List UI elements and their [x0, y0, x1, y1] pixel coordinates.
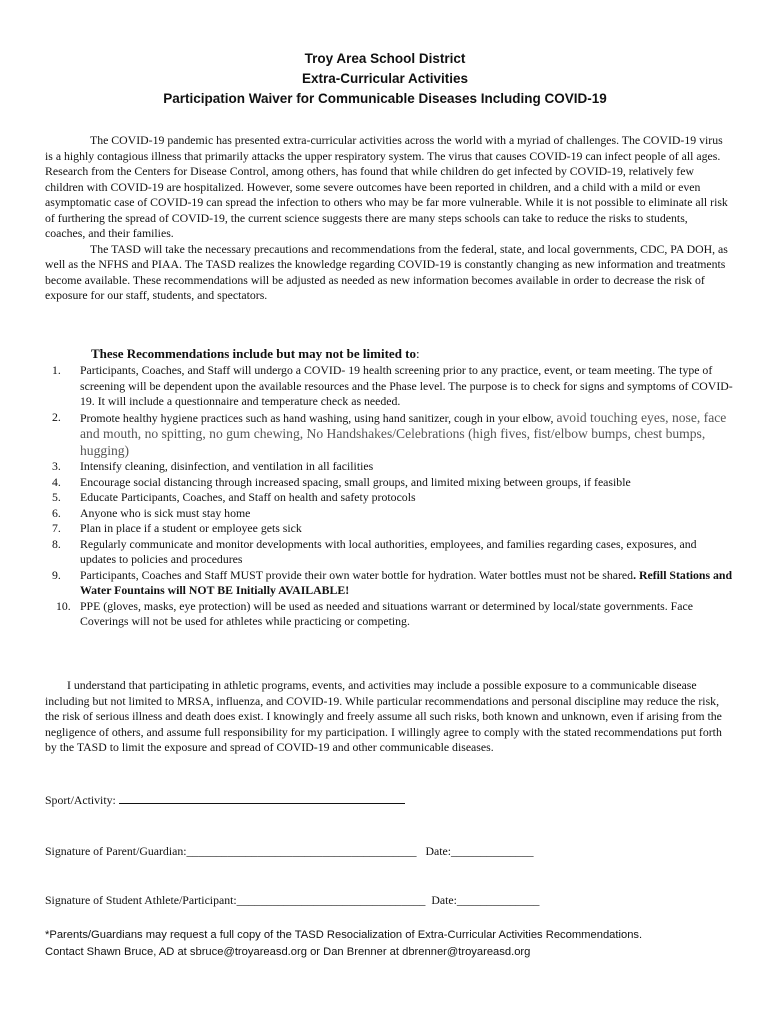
- intro-paragraph-1: The COVID-19 pandemic has presented extra-curricular activities across the world with a myriad of challenges. The COVID-19 virus is a highly contagious illness that primarily attacks the upper respiratory system. The virus that causes COVID-19 can infect people of all ages. Research from the Centers for Disease Control, among others, has found that while children do get infected by COVID-19, relatively few children with COVID-19 are hospitalized. However, some severe outcomes have been reported in children, and a child with a mild or even asymptomatic case of COVID-19 can spread the infection to others who may be far more vulnerable. While it is not possible to eliminate all risk of furthering the spread of COVID-19, the current science suggests there are many steps schools can take to reduce the risks to students, coaches, and their families.: [45, 133, 728, 240]
- list-item: 5. Educate Participants, Coaches, and Staff on health and safety protocols: [52, 490, 416, 504]
- sport-activity-field: [45, 792, 405, 808]
- acknowledgement-paragraph: I understand that participating in athletic programs, events, and activities may include a possible exposure to a communicable disease including but not limited to MRSA, influenza, and COVID-19. While particular recommendations and personal discipline may reduce the risk, the risk of serious illness and death does exist. I knowingly and freely assume all such risks, both known and unknown, even if arising from the negligence of others, and assume full responsibility for my participation. I willingly agree to comply with the stated recommendations put forth by the TASD to limit the exposure and spread of COVID-19 and other communicable diseases.: [45, 678, 722, 754]
- list-item: 9. Participants, Coaches and Staff MUST provide their own water bottle for hydration. Water bottles must not be shared. Refill Stations and Water Fountains will NOT BE Initially AVAILABLE!: [52, 567, 733, 597]
- document-title: Participation Waiver for Communicable Diseases Including COVID-19: [163, 91, 607, 106]
- list-item: 10. PPE (gloves, masks, eye protection) will be used as needed and situations warrant or determined by local/state governments. Face Coverings will not be used for athletes while practicing or competing.: [56, 598, 693, 628]
- district-name: Troy Area School District: [304, 51, 466, 66]
- parent-date-label: Date:: [425, 844, 451, 858]
- student-signature-label: Signature of Student Athlete/Participant:: [45, 893, 237, 907]
- list-item: 3. Intensify cleaning, disinfection, and ventilation in all facilities: [52, 459, 374, 473]
- program-name: Extra-Curricular Activities: [301, 71, 469, 86]
- student-signature-line[interactable]: ________________________________: [236, 893, 426, 907]
- list-item: 1. Participants, Coaches, and Staff will undergo a COVID- 19 health screening prior to any practice, event, or team meeting. The type of screening will be dependent upon the available resources and the Phase level. The purpose is to check for signs and symptoms of COVID-19. It will include a questionnaire and temperature check as needed.: [52, 363, 733, 408]
- sport-activity-label: Sport/Activity:: [45, 793, 116, 807]
- student-signature-field: [45, 892, 539, 908]
- intro-section: [45, 133, 730, 304]
- recommendations-list: [45, 363, 735, 630]
- list-item: 2. Promote healthy hygiene practices such as hand washing, using hand sanitizer, cough in your elbow, avoid touching eyes, nose, face and mouth, no spitting, no gum chewing, No Handshakes/Celebrations (high fives, fist/elbow bumps, chest bumps, hugging): [52, 409, 727, 458]
- footnote-line-1: *Parents/Guardians may request a full copy of the TASD Resocialization of Extra-Curricular Activities Recommendations.: [45, 929, 643, 941]
- footnote-line-2: Contact Shawn Bruce, AD at sbruce@troyareasd.org or Dan Brenner at dbrenner@troyareasd.org: [45, 946, 531, 958]
- parent-signature-field: [45, 843, 534, 859]
- list-item: 4. Encourage social distancing through increased spacing, small groups, and limited mixing between groups, if feasible: [52, 474, 631, 489]
- sport-activity-input-line[interactable]: [119, 792, 405, 804]
- document-header: [0, 49, 770, 109]
- parent-signature-label: Signature of Parent/Guardian:: [45, 844, 187, 858]
- intro-paragraph-2: The TASD will take the necessary precautions and recommendations from the federal, state, and local governments, CDC, PA DOH, as well as the NFHS and PIAA. The TASD realizes the knowledge regarding COVID-19 is constantly changing as new information and treatments become available. These recommendations will be adjusted as needed as new information becomes available in order to decrease the risk of exposure for our staff, students, and spectators.: [45, 241, 728, 302]
- list-item: 6. Anyone who is sick must stay home: [52, 505, 251, 520]
- list-item: 7. Plan in place if a student or employee gets sick: [52, 521, 302, 535]
- recommendations-heading: These Recommendations include but may not be limited to:: [91, 346, 420, 361]
- student-date-line[interactable]: ______________: [456, 893, 540, 907]
- footnote: [45, 927, 745, 961]
- parent-signature-line[interactable]: _______________________________________: [186, 844, 417, 858]
- list-item: 8. Regularly communicate and monitor developments with local authorities, employees, and families regarding cases, exposures, and updates to policies and procedures: [52, 536, 697, 566]
- student-date-label: Date:: [431, 893, 457, 907]
- parent-date-line[interactable]: ______________: [450, 844, 534, 858]
